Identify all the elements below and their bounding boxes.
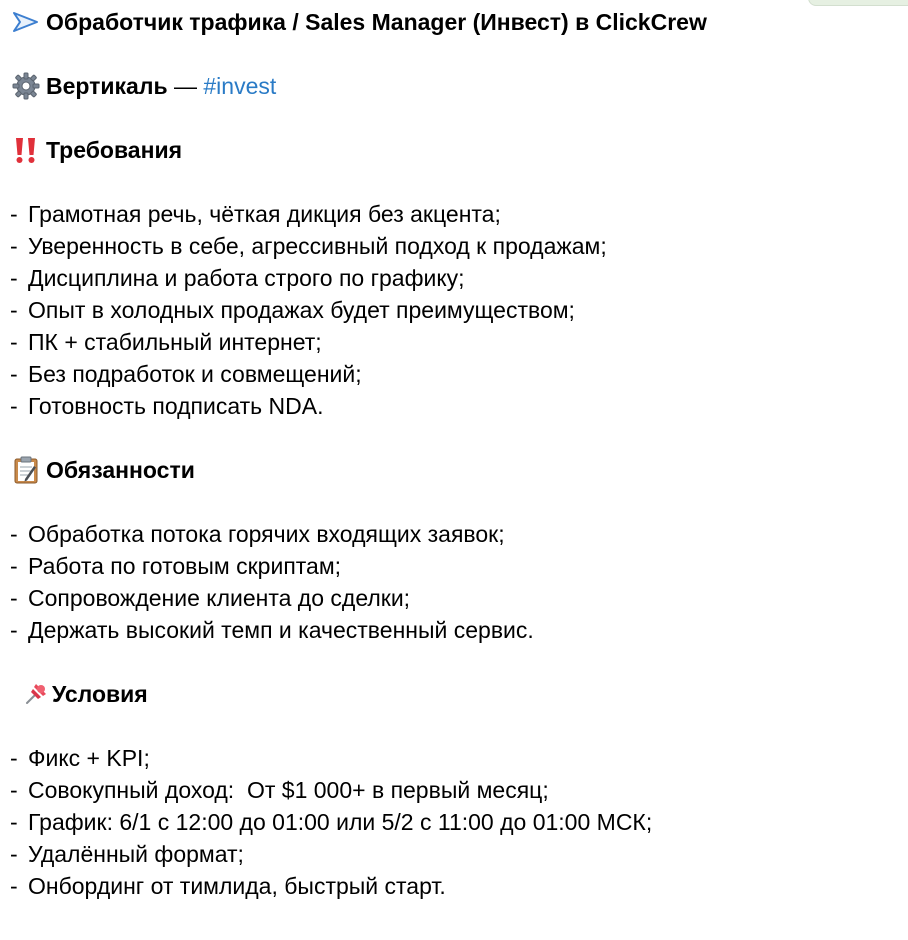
requirements-heading-text: Требования [46,137,183,163]
message-body [10,6,900,902]
list-item: - Опыт в холодных продажах будет преимуществом; [10,297,575,323]
requirements-list [10,198,900,422]
gear-icon [10,70,42,102]
list-item: - Сопровождение клиента до сделки; [10,585,411,611]
chevron-arrow-icon [10,6,42,38]
duties-heading-text: Обязанности [46,457,195,483]
pushpin-icon [22,678,50,710]
conditions-list [10,742,900,902]
post-title [10,6,900,38]
post-title-text: Обработчик трафика / Sales Manager (Инвест) в ClickCrew [46,9,707,35]
clipboard-icon [10,454,42,486]
list-item: - График: 6/1 с 12:00 до 01:00 или 5/2 с 11:00 до 01:00 МСК; [10,809,653,835]
list-item: - Готовность подписать NDA. [10,393,324,419]
duties-list [10,518,900,646]
list-item: - Фикс + KPI; [10,745,150,771]
list-item: - Совокупный доход: От $1 000+ в первый месяц; [10,777,549,803]
conditions-heading [10,678,900,710]
list-item: - Работа по готовым скриптам; [10,553,342,579]
list-item: - Держать высокий темп и качественный сервис. [10,617,534,643]
duties-heading [10,454,900,486]
list-item: - Грамотная речь, чёткая дикция без акцента; [10,201,501,227]
requirements-heading [10,134,900,166]
list-item: - Без подработок и совмещений; [10,361,362,387]
vertical-line [10,70,900,102]
invest-hashtag-link[interactable]: #invest [203,73,277,99]
list-item: - Удалённый формат; [10,841,244,867]
vertical-separator: — [174,73,197,99]
list-item: - Дисциплина и работа строго по графику; [10,265,465,291]
list-item: - Обработка потока горячих входящих заявок; [10,521,505,547]
list-item: - ПК + стабильный интернет; [10,329,322,355]
double-exclamation-icon [10,134,42,166]
list-item: - Онбординг от тимлида, быстрый старт. [10,873,446,899]
vertical-label: Вертикаль [46,73,168,99]
list-item: - Уверенность в себе, агрессивный подход к продажам; [10,233,607,259]
conditions-heading-text: Условия [52,681,148,707]
